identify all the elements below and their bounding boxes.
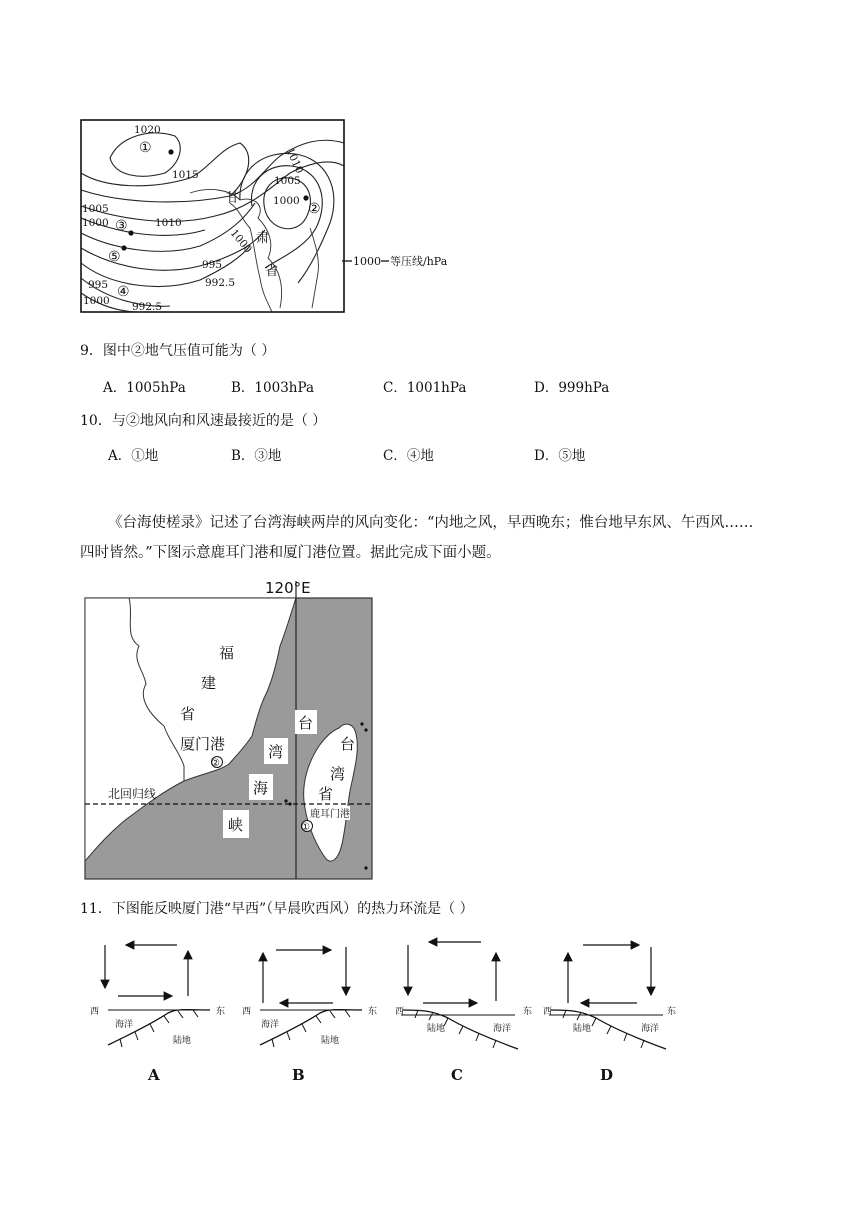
- diagram-c[interactable]: [393, 933, 543, 1053]
- tropic-label: 北回归线: [108, 787, 157, 801]
- legend-label: 等压线/hPa: [390, 255, 448, 268]
- fujian-char: 福: [219, 644, 235, 662]
- q9-option-c[interactable]: C．1001hPa: [383, 380, 467, 396]
- intro-line-2: 四时皆然。”下图示意鹿耳门港和厦门港位置。据此完成下面小题。: [80, 545, 501, 561]
- isobar-map: [80, 118, 480, 318]
- diagram-a[interactable]: [88, 933, 238, 1053]
- longitude-label: 120°E: [265, 579, 311, 597]
- diagram-a-east: 东: [216, 1007, 226, 1017]
- q10-option-b[interactable]: B．③地: [231, 448, 282, 464]
- q10-option-d[interactable]: D．⑤地: [534, 448, 586, 464]
- diagram-d-right-label: 海洋: [641, 1024, 660, 1034]
- luermen-marker-number: ①: [301, 822, 310, 833]
- diagram-c-east: 东: [523, 1007, 533, 1017]
- question-11-stem: 11．下图能反映厦门港“早西”（早晨吹西风）的热力环流是（ ）: [80, 901, 474, 917]
- legend-value: 1000: [353, 255, 381, 268]
- luermen-label: 鹿耳门港: [310, 809, 350, 820]
- isobar-label: 1020: [134, 124, 161, 136]
- diagram-a-letter: A: [148, 1066, 160, 1084]
- xiamen-marker-number: ②: [211, 758, 220, 769]
- isobar-label: 1010: [155, 217, 182, 229]
- isobar-label: 1000: [227, 227, 255, 256]
- fujian-char: 建: [201, 674, 217, 692]
- taiwan-char: 省: [318, 785, 334, 803]
- diagram-d-west: 西: [543, 1007, 553, 1017]
- q10-option-a[interactable]: A．①地: [108, 448, 159, 464]
- isobar-label: 1000: [273, 195, 300, 207]
- point-4-label: ④: [117, 284, 130, 300]
- isobar-label: 992.5: [205, 277, 236, 289]
- diagram-b-west: 西: [242, 1007, 252, 1017]
- point-1-label: ①: [139, 140, 152, 156]
- diagram-c-right-label: 海洋: [493, 1024, 512, 1034]
- isobar-label: 1005: [274, 175, 301, 187]
- isobar-label: 995: [202, 259, 223, 271]
- diagram-d[interactable]: [541, 933, 691, 1053]
- question-9-stem: 9．图中②地气压值可能为（ ）: [80, 343, 276, 359]
- strait-char: 峡: [228, 816, 244, 834]
- point-2-label: ②: [308, 201, 321, 217]
- q9-option-d[interactable]: D．999hPa: [534, 380, 610, 396]
- isobar-label: 1000: [82, 217, 109, 229]
- isobar-label: 995: [88, 279, 109, 291]
- diagram-b-letter: B: [292, 1066, 305, 1084]
- fujian-char: 省: [180, 705, 196, 723]
- province-char: 省: [265, 264, 279, 279]
- isobar-label: 1000: [83, 295, 110, 307]
- diagram-d-east: 东: [667, 1007, 677, 1017]
- q9-option-b[interactable]: B．1003hPa: [231, 380, 314, 396]
- diagram-c-letter: C: [451, 1066, 463, 1084]
- diagram-a-west: 西: [90, 1007, 100, 1017]
- point-5-label: ⑤: [108, 249, 121, 265]
- intro-line-1: 《台海使槎录》记述了台湾海峡两岸的风向变化：“内地之风，早西晚东；惟台地早东风、午西风……: [108, 515, 754, 531]
- strait-char: 湾: [268, 743, 284, 761]
- q10-option-c[interactable]: C．④地: [383, 448, 434, 464]
- diagram-d-left-label: 陆地: [573, 1024, 592, 1034]
- xiamen-label: 厦门港: [180, 735, 226, 753]
- taiwan-char: 湾: [330, 765, 346, 783]
- province-char: 甘: [226, 191, 240, 206]
- diagram-d-letter: D: [600, 1066, 614, 1084]
- taiwan-char: 台: [340, 735, 356, 753]
- diagram-a-right-label: 陆地: [173, 1036, 192, 1046]
- diagram-a-left-label: 海洋: [115, 1020, 134, 1030]
- diagram-c-left-label: 陆地: [427, 1024, 446, 1034]
- diagram-b-right-label: 陆地: [321, 1036, 340, 1046]
- diagram-b[interactable]: [240, 933, 390, 1053]
- strait-char: 海: [253, 779, 269, 797]
- point-3-label: ③: [115, 218, 128, 234]
- isobar-label: 1015: [172, 169, 199, 181]
- diagram-c-west: 西: [395, 1007, 405, 1017]
- isobar-label: 992.5: [132, 301, 163, 313]
- question-10-stem: 10．与②地风向和风速最接近的是（ ）: [80, 413, 327, 429]
- isobar-label: 1010: [283, 146, 306, 176]
- q9-option-a[interactable]: A．1005hPa: [103, 380, 186, 396]
- diagram-b-east: 东: [368, 1007, 378, 1017]
- diagram-b-left-label: 海洋: [261, 1020, 280, 1030]
- isobar-label: 1005: [82, 203, 109, 215]
- strait-map: [84, 576, 376, 881]
- province-char: 肃: [256, 231, 270, 246]
- strait-char: 台: [298, 714, 314, 732]
